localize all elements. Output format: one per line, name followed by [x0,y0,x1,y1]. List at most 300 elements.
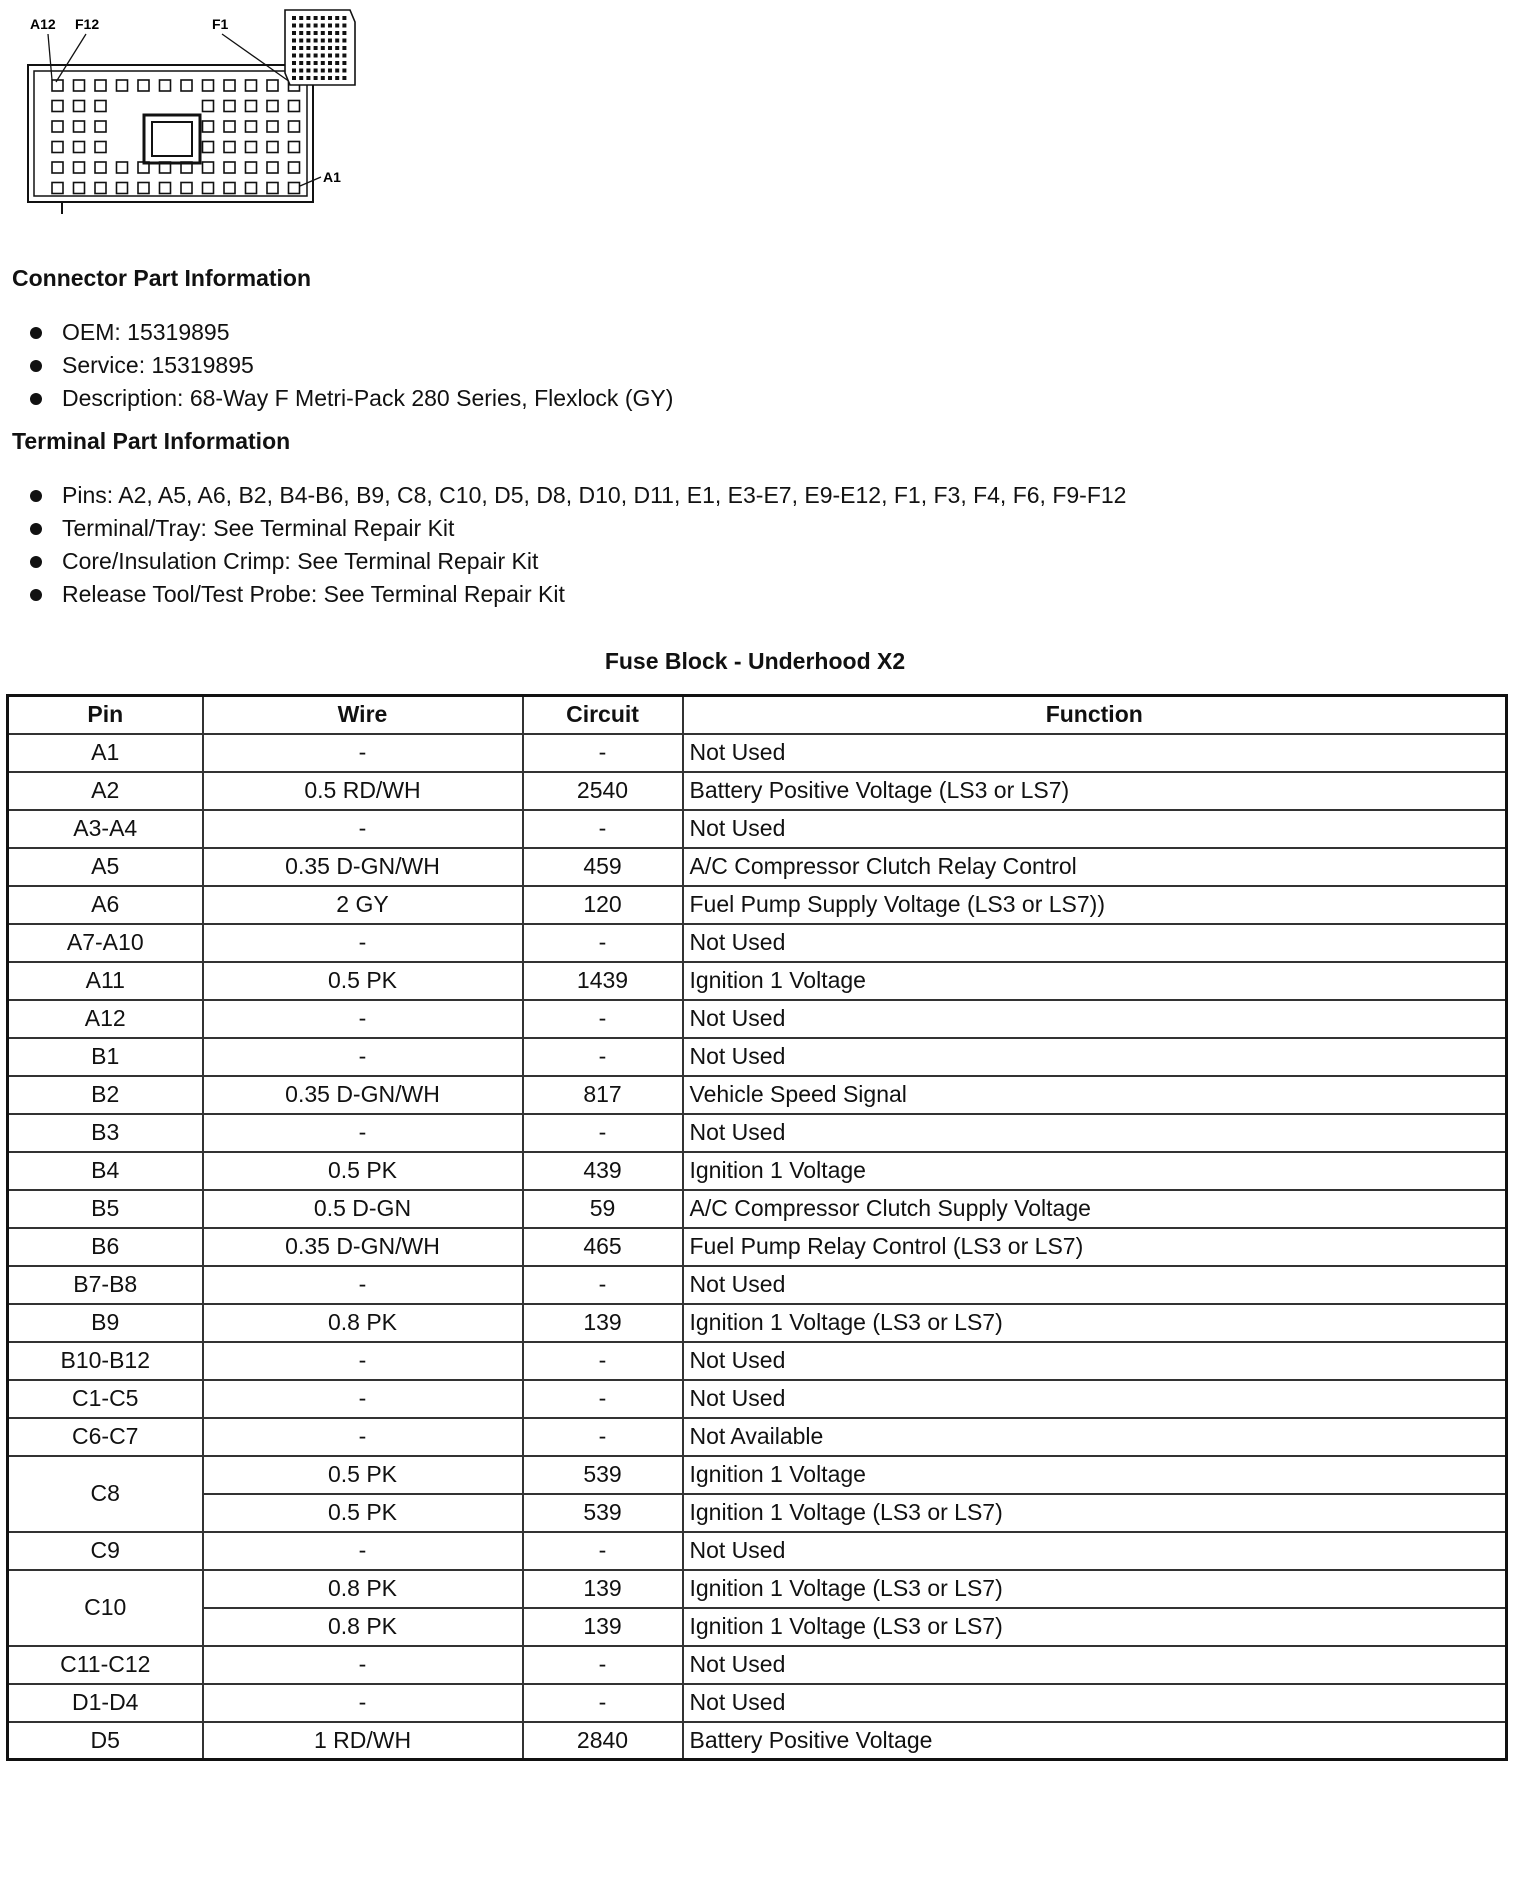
iso-pin [306,24,310,28]
function-cell: Battery Positive Voltage (LS3 or LS7) [683,772,1507,810]
circuit-cell: 139 [523,1608,683,1646]
connector-part-info-list [30,316,673,415]
iso-pin [342,46,346,50]
iso-pin [314,39,318,43]
iso-pin [292,39,296,43]
pin-cavity [246,121,257,132]
bullet-icon [30,360,42,372]
iso-pin [306,76,310,80]
pin-cavity [267,101,278,112]
table-row [8,1076,1507,1114]
iso-pin [306,16,310,20]
wire-cell: 0.35 D-GN/WH [203,1076,523,1114]
table-row [8,1532,1507,1570]
pin-cavity [224,162,235,173]
circuit-cell: - [523,734,683,772]
list-item [30,479,1126,512]
connector-housing [28,10,355,214]
circuit-cell: - [523,924,683,962]
pin-cavity [52,142,63,153]
pin-cell: B7-B8 [8,1266,203,1304]
pin-cell: C8 [8,1456,203,1532]
function-cell: Not Used [683,810,1507,848]
wire-cell: 0.5 D-GN [203,1190,523,1228]
function-cell: Not Used [683,1684,1507,1722]
circuit-cell: 1439 [523,962,683,1000]
pin-cell: A5 [8,848,203,886]
iso-pin [328,54,332,58]
wire-cell: 1 RD/WH [203,1722,523,1760]
iso-pin [306,46,310,50]
iso-pin [292,69,296,73]
circuit-cell: - [523,1342,683,1380]
function-cell: Ignition 1 Voltage [683,1152,1507,1190]
iso-pin [328,46,332,50]
table-row [8,1418,1507,1456]
pin-cell: A7-A10 [8,924,203,962]
bullet-icon [30,556,42,568]
function-cell: Not Used [683,1380,1507,1418]
pin-cavity [74,121,85,132]
wire-cell: 0.5 RD/WH [203,772,523,810]
wire-cell: 0.8 PK [203,1608,523,1646]
pin-cavity [203,162,214,173]
pin-cavity [95,142,106,153]
function-cell: Fuel Pump Relay Control (LS3 or LS7) [683,1228,1507,1266]
pin-cavity [74,183,85,194]
pin-cavity [203,101,214,112]
function-cell: Not Available [683,1418,1507,1456]
iso-pin [292,24,296,28]
function-cell: Battery Positive Voltage [683,1722,1507,1760]
header-circuit: Circuit [523,696,683,734]
pin-cavity [224,121,235,132]
pin-cavity [224,142,235,153]
iso-pin [335,16,339,20]
pin-cavity [52,183,63,194]
iso-pin [314,69,318,73]
pin-cavity [246,101,257,112]
function-cell: Not Used [683,1342,1507,1380]
circuit-cell: - [523,810,683,848]
table-row [8,1494,1507,1532]
wire-cell: 0.5 PK [203,1456,523,1494]
pin-cavity [117,162,128,173]
iso-pin [292,16,296,20]
release-tool-text: Release Tool/Test Probe: See Terminal Repair Kit [62,581,565,607]
header-function: Function [683,696,1507,734]
pin-cavity [74,101,85,112]
iso-pin [314,76,318,80]
table-row [8,1038,1507,1076]
pin-cavity [95,121,106,132]
pin-cavity [52,121,63,132]
oem-text: OEM: 15319895 [62,319,230,345]
wire-cell: - [203,734,523,772]
circuit-cell: 459 [523,848,683,886]
iso-pin [321,31,325,35]
iso-pin [321,24,325,28]
table-row [8,734,1507,772]
iso-pin [299,61,303,65]
function-cell: Ignition 1 Voltage [683,962,1507,1000]
pin-cell: A3-A4 [8,810,203,848]
wire-cell: - [203,1342,523,1380]
pin-cell: B1 [8,1038,203,1076]
iso-pin [314,16,318,20]
pin-cavity [289,121,300,132]
table-row [8,1190,1507,1228]
iso-pin [292,76,296,80]
circuit-cell: 465 [523,1228,683,1266]
wire-cell: 0.35 D-GN/WH [203,1228,523,1266]
circuit-cell: 539 [523,1494,683,1532]
table-row [8,1114,1507,1152]
pin-cavity [74,162,85,173]
table-row [8,810,1507,848]
pin-cell: B9 [8,1304,203,1342]
table-row [8,924,1507,962]
pin-cell: A11 [8,962,203,1000]
table-row [8,772,1507,810]
pin-cavity [52,80,63,91]
pin-cavity [117,183,128,194]
pin-cavity [224,80,235,91]
pin-cell: B3 [8,1114,203,1152]
circuit-cell: - [523,1684,683,1722]
terminal-part-info-list [30,479,1126,611]
diagram-label-f1: F1 [212,16,229,32]
pin-cavity [267,183,278,194]
function-cell: Not Used [683,1114,1507,1152]
iso-pin [314,46,318,50]
function-cell: Not Used [683,1266,1507,1304]
iso-pin [299,31,303,35]
iso-pin [314,24,318,28]
terminal-tray-text: Terminal/Tray: See Terminal Repair Kit [62,515,455,541]
wire-cell: - [203,1418,523,1456]
table-row [8,1380,1507,1418]
pins-text: Pins: A2, A5, A6, B2, B4-B6, B9, C8, C10, D5, D8, D10, D11, E1, E3-E7, E9-E12, F1, F3, F4, F6, F9-F12 [62,482,1127,508]
diagram-label-a1: A1 [323,169,341,185]
iso-pin [299,54,303,58]
function-cell: Ignition 1 Voltage (LS3 or LS7) [683,1608,1507,1646]
table-row [8,1608,1507,1646]
pin-cell: A6 [8,886,203,924]
iso-pin [328,24,332,28]
bullet-icon [30,393,42,405]
pin-cavity [267,162,278,173]
iso-pin [328,76,332,80]
circuit-cell: 539 [523,1456,683,1494]
pin-cavity [117,80,128,91]
iso-pin [321,76,325,80]
circuit-cell: - [523,1266,683,1304]
pin-cell: B4 [8,1152,203,1190]
table-row [8,1304,1507,1342]
function-cell: Not Used [683,1000,1507,1038]
pin-cavity [138,80,149,91]
iso-pin [321,39,325,43]
iso-pin [335,24,339,28]
iso-pin [328,61,332,65]
circuit-cell: - [523,1532,683,1570]
pin-cavity [203,142,214,153]
terminal-part-info-heading: Terminal Part Information [12,428,291,454]
iso-pin [306,69,310,73]
iso-pin [335,76,339,80]
function-cell: Ignition 1 Voltage (LS3 or LS7) [683,1570,1507,1608]
iso-pin [328,31,332,35]
circuit-cell: - [523,1114,683,1152]
pin-cavity [203,121,214,132]
bullet-icon [30,523,42,535]
iso-pin [314,31,318,35]
wire-cell: - [203,1684,523,1722]
iso-pin [299,24,303,28]
wire-cell: 0.8 PK [203,1304,523,1342]
pin-cavity [52,162,63,173]
pin-cavity [203,183,214,194]
list-item [30,316,673,349]
wire-cell: 0.8 PK [203,1570,523,1608]
function-cell: Fuel Pump Supply Voltage (LS3 or LS7)) [683,886,1507,924]
pin-cell: A2 [8,772,203,810]
function-cell: Ignition 1 Voltage (LS3 or LS7) [683,1494,1507,1532]
connector-diagram [0,0,360,225]
function-cell: Vehicle Speed Signal [683,1076,1507,1114]
wire-cell: - [203,1380,523,1418]
pin-cavity [289,183,300,194]
pin-cavity [267,121,278,132]
leader-line [222,34,290,82]
table-row [8,1722,1507,1760]
iso-pin [321,61,325,65]
table-row [8,1684,1507,1722]
iso-pin [335,54,339,58]
pin-cavity [246,183,257,194]
iso-pin [335,69,339,73]
table-row [8,886,1507,924]
iso-pin [335,31,339,35]
table-row [8,1456,1507,1494]
iso-pin [292,61,296,65]
pin-cavity [181,80,192,91]
description-text: Description: 68-Way F Metri-Pack 280 Series, Flexlock (GY) [62,385,674,411]
pinout-table [6,694,1508,1761]
circuit-cell: - [523,1038,683,1076]
bullet-icon [30,327,42,339]
iso-pin [342,16,346,20]
iso-pin [292,54,296,58]
connector-part-info-heading: Connector Part Information [12,265,312,291]
pin-cavity [74,80,85,91]
header-pin: Pin [8,696,203,734]
pin-cell: C6-C7 [8,1418,203,1456]
iso-pin [321,46,325,50]
pin-cell: B6 [8,1228,203,1266]
table-title: Fuse Block - Underhood X2 [604,648,906,674]
iso-pin [321,54,325,58]
leader-line [56,34,86,82]
wire-cell: - [203,924,523,962]
pin-cavity [224,183,235,194]
table-row [8,1228,1507,1266]
pin-cavity [289,101,300,112]
pin-cavity [95,80,106,91]
pin-cell: B10-B12 [8,1342,203,1380]
function-cell: Not Used [683,924,1507,962]
circuit-cell: 817 [523,1076,683,1114]
pin-cavity [52,101,63,112]
function-cell: Not Used [683,1038,1507,1076]
wire-cell: 0.5 PK [203,1152,523,1190]
iso-pin [328,39,332,43]
circuit-cell: - [523,1000,683,1038]
pin-cell: C10 [8,1570,203,1646]
iso-pin [299,69,303,73]
list-item [30,578,1126,611]
iso-pin [342,76,346,80]
pin-cavity [138,183,149,194]
pin-cavity [289,162,300,173]
iso-pin [299,16,303,20]
pin-cell: D5 [8,1722,203,1760]
function-cell: Ignition 1 Voltage [683,1456,1507,1494]
pin-cavity [160,80,171,91]
function-cell: Not Used [683,734,1507,772]
table-row [8,1570,1507,1608]
circuit-cell: 2840 [523,1722,683,1760]
pin-cavity [246,80,257,91]
function-cell: A/C Compressor Clutch Relay Control [683,848,1507,886]
pin-cavity [95,101,106,112]
wire-cell: - [203,1038,523,1076]
function-cell: A/C Compressor Clutch Supply Voltage [683,1190,1507,1228]
iso-pin [299,76,303,80]
pin-cell: C9 [8,1532,203,1570]
wire-cell: 0.35 D-GN/WH [203,848,523,886]
iso-pin [335,46,339,50]
iso-pin [342,61,346,65]
circuit-cell: - [523,1418,683,1456]
iso-pin [314,54,318,58]
iso-pin [321,16,325,20]
wire-cell: - [203,1000,523,1038]
table-row [8,962,1507,1000]
iso-pin [306,61,310,65]
wire-cell: - [203,1266,523,1304]
pin-cavity [203,80,214,91]
pin-cell: B2 [8,1076,203,1114]
table-row [8,1342,1507,1380]
wire-cell: 2 GY [203,886,523,924]
pin-cell: C11-C12 [8,1646,203,1684]
function-cell: Ignition 1 Voltage (LS3 or LS7) [683,1304,1507,1342]
iso-pin [328,69,332,73]
header-wire: Wire [203,696,523,734]
list-item [30,349,673,382]
circuit-cell: 120 [523,886,683,924]
circuit-cell: 139 [523,1570,683,1608]
pin-cell: D1-D4 [8,1684,203,1722]
circuit-cell: 139 [523,1304,683,1342]
iso-pin [328,16,332,20]
list-item [30,545,1126,578]
leader-line [300,177,321,186]
circuit-cell: 2540 [523,772,683,810]
pin-cavity [224,101,235,112]
pin-cavity [181,183,192,194]
list-item [30,382,673,415]
circuit-cell: - [523,1380,683,1418]
list-item [30,512,1126,545]
pin-cavity [160,183,171,194]
iso-pin [299,39,303,43]
iso-pin [306,54,310,58]
pin-cavity [95,183,106,194]
iso-pin [292,46,296,50]
wire-cell: 0.5 PK [203,1494,523,1532]
iso-pin [342,31,346,35]
table-row [8,848,1507,886]
pin-cell: C1-C5 [8,1380,203,1418]
pin-cavity [289,142,300,153]
iso-pin [321,69,325,73]
iso-pin [306,31,310,35]
pin-cavity [267,142,278,153]
iso-pin [335,61,339,65]
function-cell: Not Used [683,1532,1507,1570]
pin-cell: A1 [8,734,203,772]
circuit-cell: 439 [523,1152,683,1190]
pin-cavity [246,142,257,153]
wire-cell: - [203,1646,523,1684]
table-header-row [8,696,1507,734]
table-row [8,1646,1507,1684]
function-cell: Not Used [683,1646,1507,1684]
pin-cell: A12 [8,1000,203,1038]
iso-pin [342,54,346,58]
iso-pin [299,46,303,50]
wire-cell: - [203,1532,523,1570]
pin-cavity [74,142,85,153]
wire-cell: - [203,810,523,848]
pin-cavity [95,162,106,173]
center-latch-inner [152,122,192,156]
pin-cell: B5 [8,1190,203,1228]
bullet-icon [30,490,42,502]
iso-pin [335,39,339,43]
bullet-icon [30,589,42,601]
circuit-cell: 59 [523,1190,683,1228]
table-row [8,1000,1507,1038]
table-body [8,734,1507,1760]
pin-cavity [267,80,278,91]
diagram-label-f12: F12 [75,16,100,32]
crimp-text: Core/Insulation Crimp: See Terminal Repair Kit [62,548,539,574]
leader-line [48,34,52,80]
iso-pin [342,69,346,73]
iso-pin [306,39,310,43]
iso-pin [342,24,346,28]
wire-cell: - [203,1114,523,1152]
table-row [8,1266,1507,1304]
pin-cavity [246,162,257,173]
service-text: Service: 15319895 [62,352,254,378]
table-row [8,1152,1507,1190]
iso-pin [292,31,296,35]
